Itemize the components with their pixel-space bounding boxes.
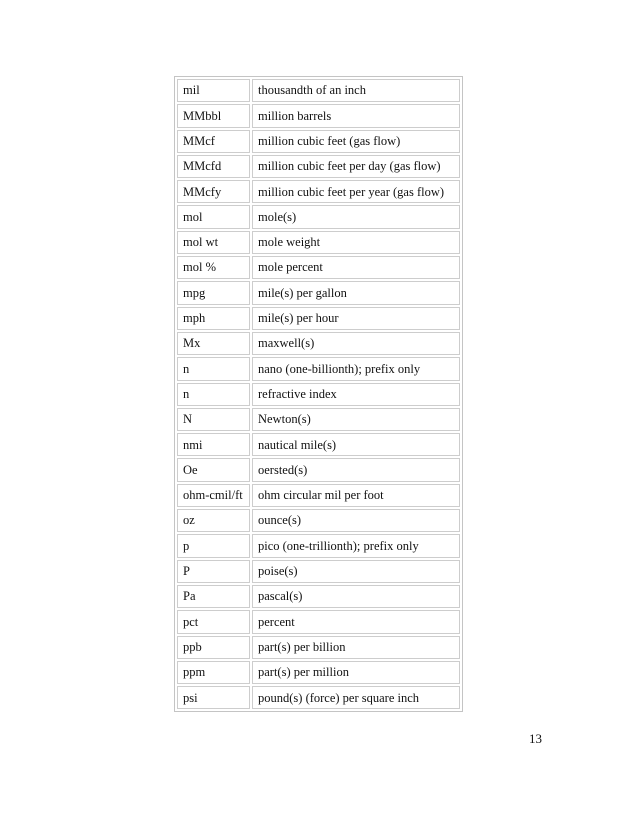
- abbreviation-cell: ohm-cmil/ft: [177, 484, 250, 507]
- abbreviation-cell: MMcfd: [177, 155, 250, 178]
- abbreviation-cell: N: [177, 408, 250, 431]
- definition-cell: percent: [252, 610, 460, 633]
- abbreviation-cell: n: [177, 383, 250, 406]
- abbreviation-cell: mil: [177, 79, 250, 102]
- definition-cell: pound(s) (force) per square inch: [252, 686, 460, 709]
- abbreviation-cell: ppb: [177, 636, 250, 659]
- definition-cell: nano (one-billionth); prefix only: [252, 357, 460, 380]
- table-row: [177, 661, 460, 684]
- definition-cell: mole weight: [252, 231, 460, 254]
- table-row: [177, 408, 460, 431]
- definition-cell: part(s) per billion: [252, 636, 460, 659]
- table-row: [177, 205, 460, 228]
- abbreviations-table: [174, 76, 463, 712]
- abbreviation-cell: oz: [177, 509, 250, 532]
- abbreviation-cell: ppm: [177, 661, 250, 684]
- abbreviation-cell: nmi: [177, 433, 250, 456]
- table-row: [177, 281, 460, 304]
- abbreviation-cell: MMcf: [177, 130, 250, 153]
- definition-cell: million cubic feet per day (gas flow): [252, 155, 460, 178]
- definition-cell: mole(s): [252, 205, 460, 228]
- definition-cell: mole percent: [252, 256, 460, 279]
- definition-cell: million cubic feet (gas flow): [252, 130, 460, 153]
- definition-cell: ounce(s): [252, 509, 460, 532]
- definition-cell: part(s) per million: [252, 661, 460, 684]
- definition-cell: oersted(s): [252, 458, 460, 481]
- definition-cell: mile(s) per gallon: [252, 281, 460, 304]
- table-row: [177, 79, 460, 102]
- abbreviation-cell: mol %: [177, 256, 250, 279]
- table-row: [177, 636, 460, 659]
- table-row: [177, 686, 460, 709]
- table-row: [177, 155, 460, 178]
- abbreviation-cell: psi: [177, 686, 250, 709]
- definition-cell: nautical mile(s): [252, 433, 460, 456]
- definition-cell: million cubic feet per year (gas flow): [252, 180, 460, 203]
- abbreviation-cell: P: [177, 560, 250, 583]
- definition-cell: ohm circular mil per foot: [252, 484, 460, 507]
- table-row: [177, 534, 460, 557]
- definition-cell: mile(s) per hour: [252, 307, 460, 330]
- table-row: [177, 509, 460, 532]
- abbreviation-cell: mpg: [177, 281, 250, 304]
- table-row: [177, 433, 460, 456]
- table-row: [177, 484, 460, 507]
- page-number: 13: [529, 731, 542, 746]
- table-row: [177, 231, 460, 254]
- table-row: [177, 130, 460, 153]
- abbreviation-cell: Pa: [177, 585, 250, 608]
- table-row: [177, 560, 460, 583]
- table-row: [177, 458, 460, 481]
- definition-cell: refractive index: [252, 383, 460, 406]
- table-row: [177, 585, 460, 608]
- table-row: [177, 256, 460, 279]
- definition-cell: poise(s): [252, 560, 460, 583]
- abbreviation-cell: Mx: [177, 332, 250, 355]
- definition-cell: maxwell(s): [252, 332, 460, 355]
- table-row: [177, 610, 460, 633]
- abbreviation-cell: p: [177, 534, 250, 557]
- abbreviation-cell: MMbbl: [177, 104, 250, 127]
- abbreviation-cell: mol: [177, 205, 250, 228]
- abbreviation-cell: mph: [177, 307, 250, 330]
- abbreviation-cell: Oe: [177, 458, 250, 481]
- abbreviation-cell: mol wt: [177, 231, 250, 254]
- table-row: [177, 307, 460, 330]
- definition-cell: thousandth of an inch: [252, 79, 460, 102]
- abbreviation-cell: n: [177, 357, 250, 380]
- definition-cell: pico (one-trillionth); prefix only: [252, 534, 460, 557]
- definition-cell: million barrels: [252, 104, 460, 127]
- abbreviation-cell: pct: [177, 610, 250, 633]
- table-row: [177, 104, 460, 127]
- table-row: [177, 357, 460, 380]
- definition-cell: pascal(s): [252, 585, 460, 608]
- definition-cell: Newton(s): [252, 408, 460, 431]
- table-row: [177, 383, 460, 406]
- table-row: [177, 180, 460, 203]
- abbreviation-cell: MMcfy: [177, 180, 250, 203]
- table-row: [177, 332, 460, 355]
- abbreviations-table-body: [177, 79, 460, 709]
